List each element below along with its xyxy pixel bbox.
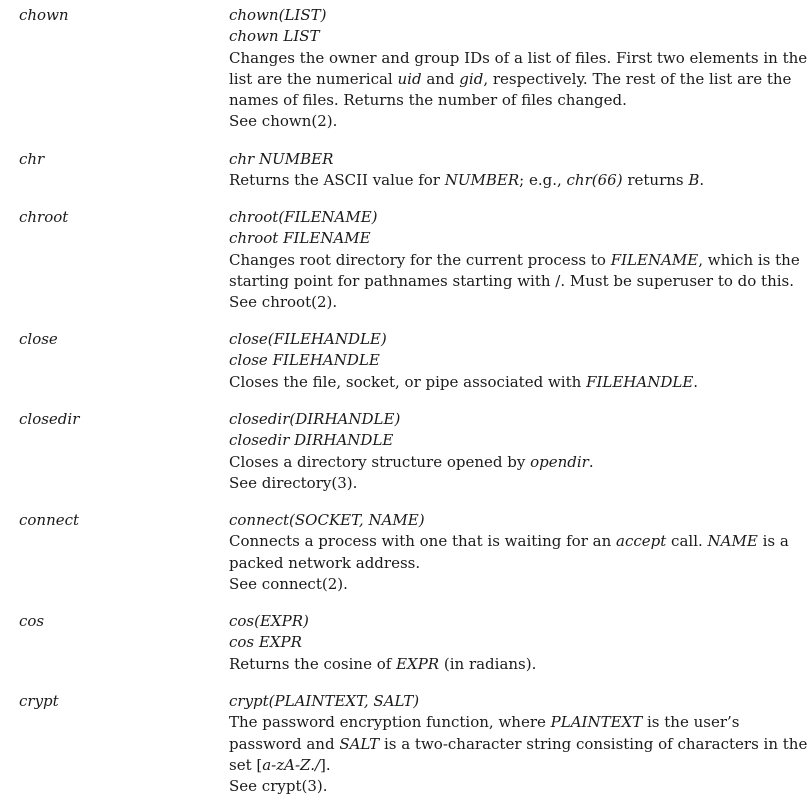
entry-description	[229, 5, 807, 133]
text-segment: packed network address.	[229, 553, 421, 572]
text-segment: and	[421, 69, 460, 88]
text-segment: Closes a directory structure opened by	[229, 452, 531, 471]
description-line	[229, 228, 769, 249]
text-segment: , respectively. The rest of the list are the	[483, 69, 792, 88]
text-segment: .	[693, 372, 699, 391]
entry-term: cos	[19, 612, 45, 630]
description-line	[229, 430, 769, 451]
italic-text-segment: close(FILEHANDLE)	[229, 330, 387, 348]
description-line	[229, 5, 769, 26]
text-segment: ; e.g.,	[519, 171, 567, 190]
italic-text-segment: a-zA-Z./	[262, 755, 321, 774]
italic-text-segment: chr(66)	[566, 171, 623, 190]
description-line	[229, 90, 769, 111]
entry-term: closedir	[19, 410, 80, 428]
description-line	[229, 531, 789, 552]
description-line	[229, 632, 769, 653]
entry-term: close	[19, 330, 58, 348]
entry-term: chown	[19, 6, 69, 24]
text-segment: is a	[757, 532, 789, 551]
text-segment: , which is the	[698, 250, 800, 269]
entry-description	[229, 409, 769, 494]
text-segment: is the user’s	[642, 713, 740, 732]
description-line	[229, 372, 769, 393]
description-line	[229, 111, 769, 132]
italic-text-segment: opendir	[530, 452, 589, 471]
text-segment: The password encryption function, where	[229, 713, 551, 732]
text-segment: Connects a process with one that is waiting for an	[229, 532, 617, 551]
description-line	[229, 734, 807, 755]
text-segment: list are the numerical	[229, 69, 398, 88]
italic-text-segment: connect(SOCKET, NAME)	[229, 511, 425, 529]
description-line	[229, 510, 769, 531]
italic-text-segment: accept	[616, 532, 667, 551]
entry-term: chr	[19, 150, 45, 168]
text-segment: Closes the file, socket, or pipe associated with	[229, 372, 587, 391]
italic-text-segment: chr NUMBER	[229, 150, 334, 168]
entry-term: connect	[19, 511, 80, 529]
italic-text-segment: FILENAME	[610, 250, 699, 269]
description-line	[229, 691, 769, 712]
description-line	[229, 271, 795, 292]
italic-text-segment: chown LIST	[229, 27, 320, 46]
text-segment: set [	[229, 755, 263, 774]
description-line	[229, 553, 769, 574]
text-segment: starting point for pathnames starting with /. Must be superuser to do this.	[229, 271, 795, 290]
text-segment: See crypt(3).	[229, 777, 328, 796]
description-line	[229, 654, 769, 675]
text-segment: Returns the cosine of	[229, 654, 397, 673]
italic-text-segment: FILEHANDLE	[586, 372, 694, 391]
italic-text-segment: cos EXPR	[229, 633, 302, 652]
text-segment: (in radians).	[439, 654, 537, 673]
description-line	[229, 755, 769, 776]
description-line	[229, 452, 769, 473]
description-line	[229, 409, 769, 430]
description-line	[229, 611, 769, 632]
text-segment: See connect(2).	[229, 574, 348, 593]
italic-text-segment: close FILEHANDLE	[229, 351, 380, 370]
text-segment: names of files. Returns the number of files changed.	[229, 91, 627, 110]
italic-text-segment: crypt(PLAINTEXT, SALT)	[229, 692, 420, 710]
text-segment: ].	[320, 755, 331, 774]
description-line	[229, 207, 769, 228]
italic-text-segment: cos(EXPR)	[229, 612, 309, 630]
italic-text-segment: gid	[459, 69, 484, 88]
italic-text-segment: NUMBER	[444, 171, 520, 190]
description-line	[229, 170, 769, 191]
italic-text-segment: chroot FILENAME	[229, 229, 371, 248]
text-segment: See chown(2).	[229, 112, 338, 131]
italic-text-segment: SALT	[339, 734, 380, 753]
italic-text-segment: EXPR	[396, 654, 440, 673]
description-line	[229, 350, 769, 371]
italic-text-segment: B	[688, 171, 700, 190]
text-segment: See directory(3).	[229, 473, 358, 492]
description-line	[229, 329, 769, 350]
text-segment: is a two-character string consisting of characters in the	[379, 734, 807, 753]
description-line	[229, 712, 769, 733]
italic-text-segment: chroot(FILENAME)	[229, 208, 378, 226]
entry-description	[229, 691, 807, 797]
description-line	[229, 574, 769, 595]
text-segment: password and	[229, 734, 340, 753]
text-segment: Changes root directory for the current process to	[229, 250, 611, 269]
entry-description	[229, 510, 789, 595]
entry-description	[229, 611, 769, 675]
italic-text-segment: NAME	[707, 532, 758, 551]
italic-text-segment: PLAINTEXT	[550, 713, 643, 732]
description-line	[229, 69, 792, 90]
italic-text-segment: closedir DIRHANDLE	[229, 431, 394, 450]
text-segment: See chroot(2).	[229, 293, 338, 312]
text-segment: Returns the ASCII value for	[229, 171, 445, 190]
text-segment: .	[699, 171, 705, 190]
entry-term: chroot	[19, 208, 69, 226]
description-line	[229, 149, 769, 170]
entry-description	[229, 149, 769, 192]
text-segment: returns	[622, 171, 689, 190]
description-line	[229, 473, 769, 494]
text-segment: call.	[666, 532, 708, 551]
italic-text-segment: chown(LIST)	[229, 6, 327, 24]
italic-text-segment: uid	[397, 69, 422, 88]
entry-description	[229, 207, 800, 313]
text-segment: .	[588, 452, 594, 471]
description-line	[229, 48, 807, 69]
description-line	[229, 250, 800, 271]
description-line	[229, 26, 769, 47]
italic-text-segment: closedir(DIRHANDLE)	[229, 410, 401, 428]
entry-term: crypt	[19, 692, 59, 710]
description-line	[229, 776, 769, 797]
description-line	[229, 292, 769, 313]
text-segment: Changes the owner and group IDs of a list of files. First two elements in the	[229, 48, 807, 67]
entry-description	[229, 329, 769, 393]
